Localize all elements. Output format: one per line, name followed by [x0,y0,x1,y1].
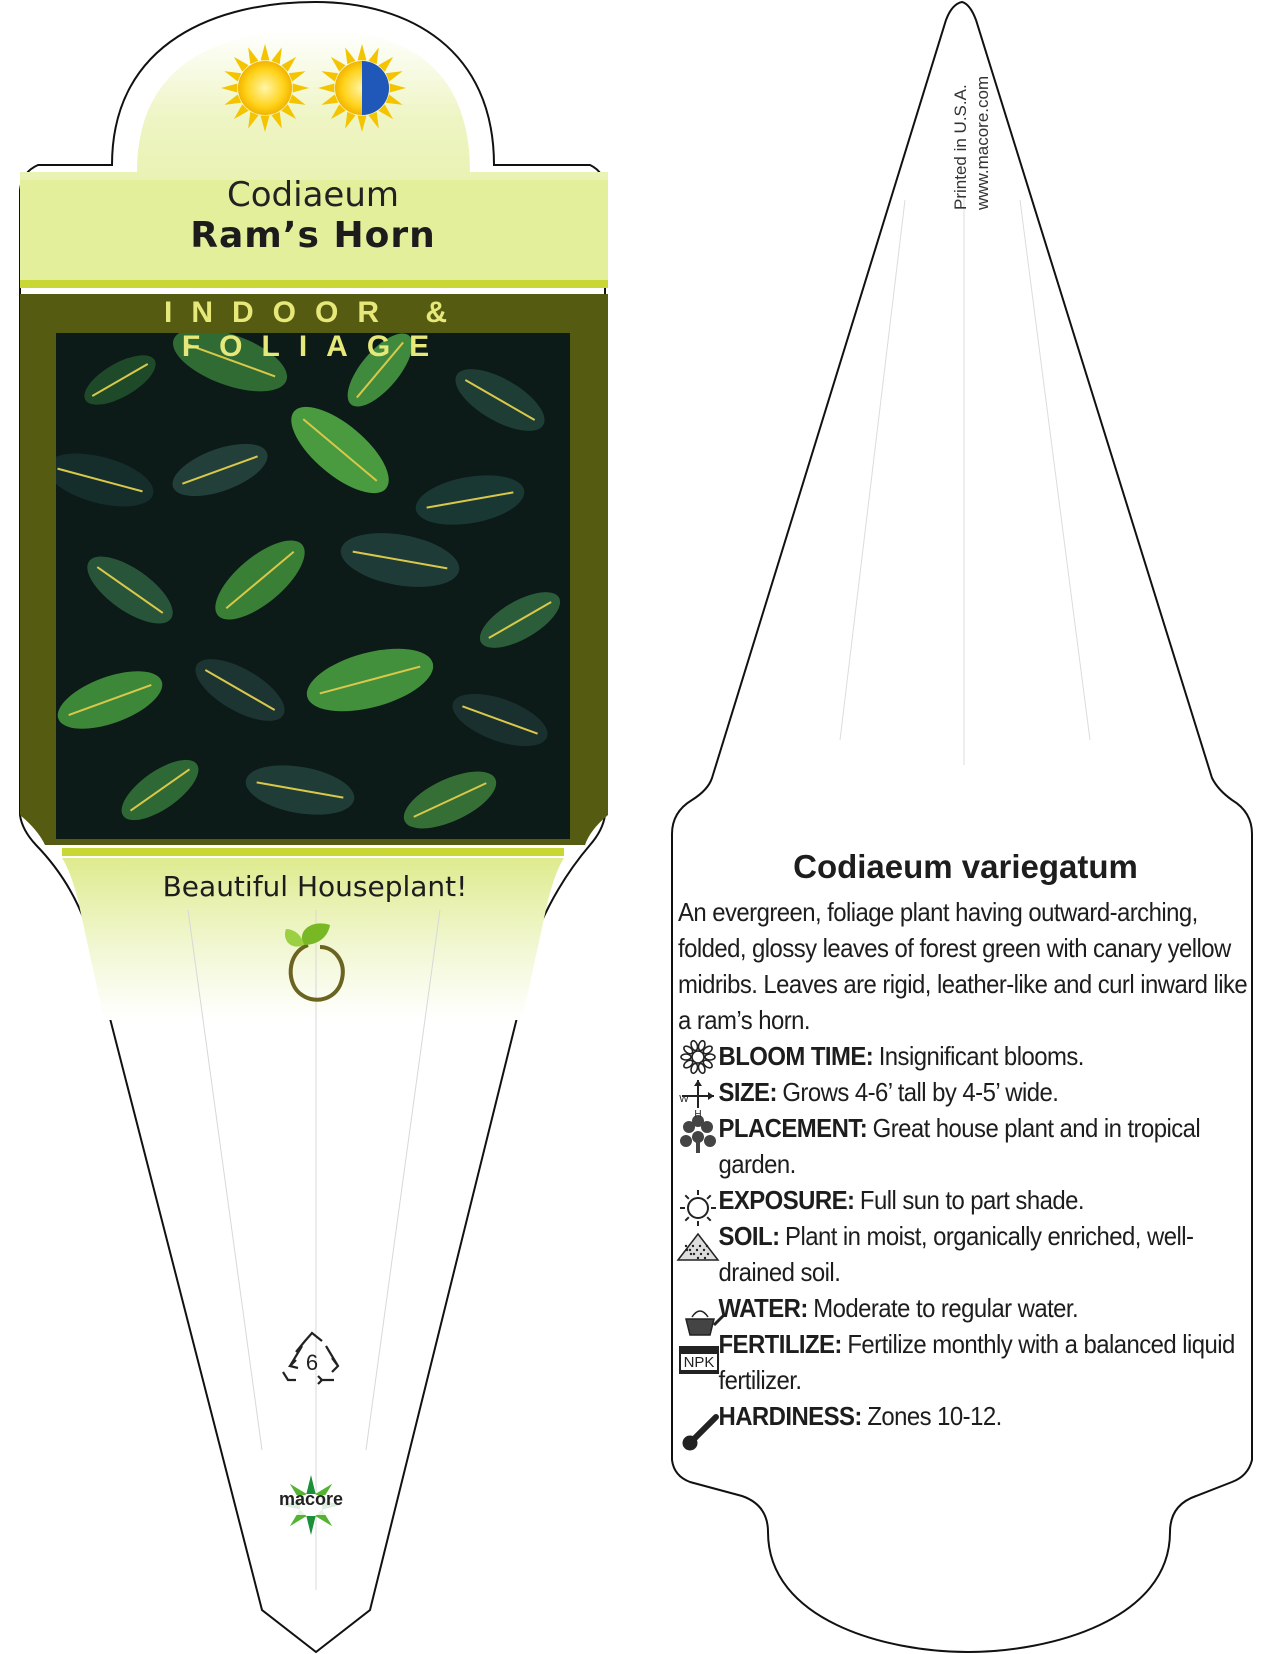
attribute-value: Fertilize monthly with a balanced liquid fertilizer. [718,1329,1235,1395]
back-info-panel [678,848,1253,1434]
attribute-row [678,1326,1253,1398]
tagline: Beautiful Houseplant! [162,870,468,903]
width-label: W [679,1094,689,1105]
attribute-label: PLACEMENT: [718,1113,868,1143]
website: www.macore.com [973,75,992,210]
attribute-label: EXPOSURE: [718,1185,855,1215]
category-label: INDOOR & FOLIAGE [164,296,466,363]
attribute-row [678,1398,1253,1434]
brand-logo-text: macore [278,1489,344,1509]
print-info [950,76,994,210]
scientific-name: Codiaeum variegatum [793,848,1138,885]
attribute-value: Full sun to part shade. [859,1185,1084,1215]
printed-in: Printed in U.S.A. [951,84,970,210]
attribute-list [678,1038,1253,1434]
attribute-label: SOIL: [718,1221,780,1251]
attribute-row [678,1182,1253,1218]
attribute-label: SIZE: [718,1077,777,1107]
plant-group-icon [678,1110,718,1144]
soil-pile-icon [678,1218,718,1252]
full-sun-icon [221,44,309,132]
npk-icon [678,1326,718,1360]
attribute-label: FERTILIZE: [718,1329,842,1359]
npk-label: NPK [683,1354,715,1371]
size-arrows-icon [678,1074,718,1108]
attribute-label: BLOOM TIME: [718,1041,874,1071]
attribute-row [678,1218,1253,1290]
plant-cultivar: Ram’s Horn [190,215,436,256]
attribute-value: Zones 10-12. [867,1401,1002,1431]
flower-icon [678,1038,718,1072]
part-shade-icon [318,44,406,132]
plant-photo [41,316,570,840]
attribute-row [678,1110,1253,1182]
attribute-row [678,1038,1253,1074]
attribute-row [678,1074,1253,1110]
attribute-label: HARDINESS: [718,1401,862,1431]
height-label: H [694,1109,702,1120]
attribute-value: Plant in moist, organically enriched, well-drained soil. [718,1221,1194,1287]
plant-description: An evergreen, foliage plant having outward-arching, folded, glossy leaves of forest green with canary yellow midribs. Leaves are rigid, leather-like and curl inward like a ram’s horn. [678,897,1248,1035]
attribute-value: Grows 4-6’ tall by 4-5’ wide. [782,1077,1059,1107]
attribute-row [678,1290,1253,1326]
attribute-value: Great house plant and in tropical garden. [718,1113,1201,1179]
watering-can-icon [678,1290,718,1324]
thermometer-icon [678,1398,718,1432]
plant-genus: Codiaeum [227,175,399,215]
sun-outline-icon [678,1182,718,1216]
attribute-value: Moderate to regular water. [813,1293,1079,1323]
recycle-code: 6 [305,1350,319,1375]
attribute-label: WATER: [718,1293,808,1323]
attribute-value: Insignificant blooms. [878,1041,1084,1071]
